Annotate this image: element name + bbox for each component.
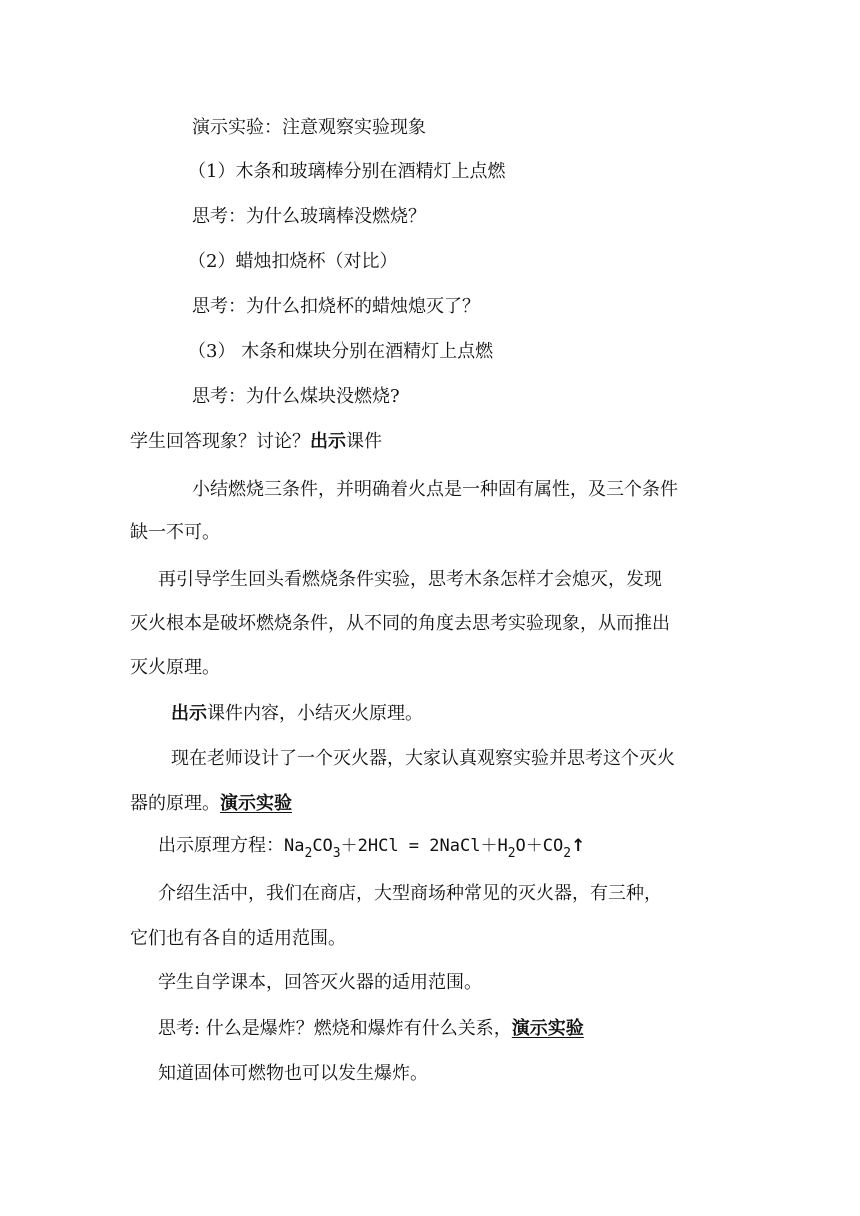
eq-sub-2: 2: [304, 846, 313, 861]
eq-middle: ＋2HCl = 2NaCl＋H: [340, 836, 508, 856]
student-answer-line: [130, 430, 382, 454]
explosion-question-line: [158, 1017, 584, 1041]
experiment-3: （3） 木条和煤块分别在酒精灯上点燃: [188, 341, 494, 362]
courseware-summary: 课件内容，小结灭火原理。: [207, 703, 423, 724]
eq-co: CO: [312, 836, 333, 856]
show-courseware-line: [171, 702, 423, 726]
show-label: 出示: [310, 431, 346, 452]
principle-text: 器的原理。: [130, 793, 220, 814]
intro-line-2: 它们也有各自的适用范围。: [130, 928, 346, 949]
eq-sub-2c: 2: [563, 846, 572, 861]
experiment-1: （1）木条和玻璃棒分别在酒精灯上点燃: [188, 161, 506, 182]
eq-na: Na: [284, 836, 305, 856]
show-label-2: 出示: [171, 703, 207, 724]
intro-line-1: 介绍生活中，我们在商店，大型商场种常见的灭火器，有三种，: [158, 883, 662, 904]
eq-sub-3: 3: [332, 846, 341, 861]
question-2: 思考：为什么扣烧杯的蜡烛熄灭了？: [192, 296, 480, 317]
summary-line-2: 缺一不可。: [130, 522, 220, 543]
experiment-2: （2）蜡烛扣烧杯（对比）: [188, 251, 398, 272]
demo-link-2: 演示实验: [511, 1018, 584, 1039]
self-study-line: 学生自学课本，回答灭火器的适用范围。: [158, 972, 482, 993]
question-1: 思考：为什么玻璃棒没燃烧？: [192, 206, 426, 227]
equation-label: 出示原理方程：: [158, 835, 284, 856]
gas-arrow-icon: ↑: [571, 836, 586, 856]
student-answer-text: 学生回答现象？讨论？: [130, 431, 310, 452]
question-3: 思考：为什么煤块没燃烧?: [192, 386, 400, 407]
equation-line: [158, 834, 585, 866]
extinguisher-line-1: 现在老师设计了一个灭火器，大家认真观察实验并思考这个灭火: [171, 748, 675, 769]
chemical-equation: [284, 836, 586, 861]
solid-explosion-line: 知道固体可燃物也可以发生爆炸。: [158, 1063, 428, 1084]
eq-sub-2b: 2: [507, 846, 516, 861]
summary-line-1: 小结燃烧三条件，并明确着火点是一种固有属性，及三个条件: [192, 479, 678, 500]
demo-link-1: 演示实验: [220, 793, 292, 814]
explosion-question: 思考: 什么是爆炸？燃烧和爆炸有什么关系，: [158, 1018, 512, 1039]
extinguisher-line-2: [130, 792, 292, 816]
eq-o-co: O＋CO: [515, 836, 564, 856]
guide-line-2: 灭火根本是破坏燃烧条件，从不同的角度去思考实验现象，从而推出: [130, 613, 670, 634]
guide-line-3: 灭火原理。: [130, 657, 220, 678]
courseware-text: 课件: [346, 431, 382, 452]
guide-line-1: 再引导学生回头看燃烧条件实验，思考木条怎样才会熄灭，发现: [158, 569, 662, 590]
demo-heading: 演示实验：注意观察实验现象: [192, 117, 426, 138]
